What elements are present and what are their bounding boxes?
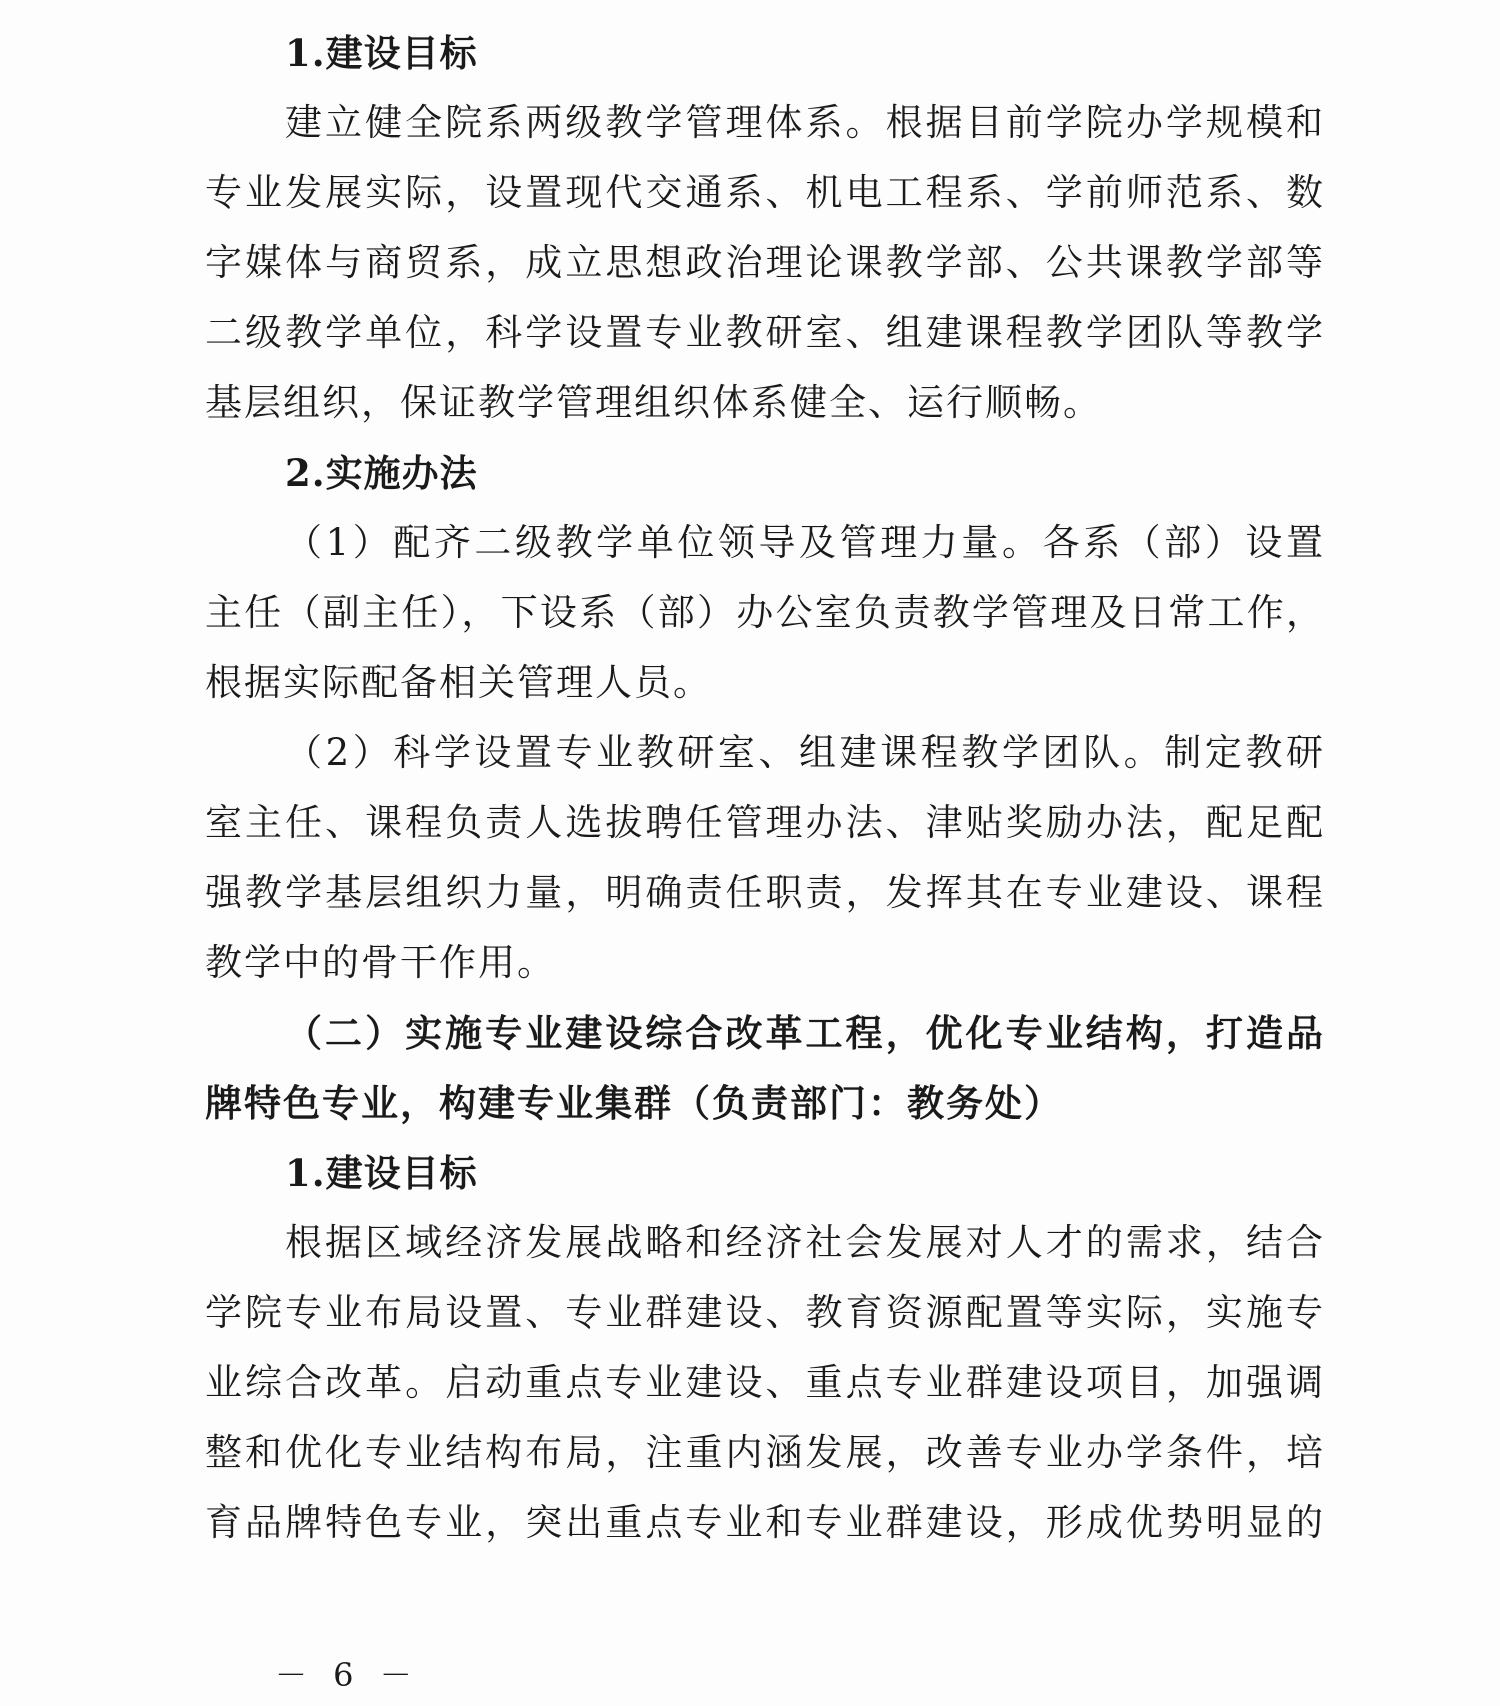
section-title: 牌特色专业，构建专业集群（负责部门：教务处） [205,1081,1063,1125]
section-heading: 1.建设目标 [285,31,478,75]
paragraph-line: 业综合改革。启动重点专业建设、重点专业群建设项目，加强调 [205,1361,1325,1404]
paragraph-line: 基层组织，保证教学管理组织体系健全、运行顺畅。 [205,381,1102,424]
paragraph-line: （2）科学设置专业教研室、组建课程教学团队。制定教研 [285,731,1325,774]
paragraph-line: 整和优化专业结构布局，注重内涵发展，改善专业办学条件，培 [205,1431,1325,1474]
paragraph-line: 二级教学单位，科学设置专业教研室、组建课程教学团队等教学 [205,311,1325,354]
paragraph-line: 建立健全院系两级教学管理体系。根据目前学院办学规模和 [285,101,1325,144]
paragraph-line: 育品牌特色专业，突出重点专业和专业群建设，形成优势明显的 [205,1501,1325,1544]
paragraph-line: 字媒体与商贸系，成立思想政治理论课教学部、公共课教学部等 [205,241,1325,284]
paragraph-line: （1）配齐二级教学单位领导及管理力量。各系（部）设置 [285,521,1325,564]
document-body [205,18,1325,1558]
paragraph-line: 教学中的骨干作用。 [205,941,556,984]
paragraph-line: 主任（副主任），下设系（部）办公室负责教学管理及日常工作， [205,591,1325,634]
page-number: － 6 － [275,1656,420,1694]
paragraph-line: 学院专业布局设置、专业群建设、教育资源配置等实际，实施专 [205,1291,1325,1334]
paragraph-line: 根据区域经济发展战略和经济社会发展对人才的需求，结合 [285,1221,1325,1264]
paragraph-line: 强教学基层组织力量，明确责任职责，发挥其在专业建设、课程 [205,871,1325,914]
section-title: （二）实施专业建设综合改革工程，优化专业结构，打造品 [285,1011,1325,1055]
paragraph-line: 专业发展实际，设置现代交通系、机电工程系、学前师范系、数 [205,171,1325,214]
section-heading: 1.建设目标 [285,1151,478,1195]
paragraph-line: 根据实际配备相关管理人员。 [205,661,712,704]
section-heading: 2.实施办法 [285,451,478,495]
paragraph-line: 室主任、课程负责人选拔聘任管理办法、津贴奖励办法，配足配 [205,801,1325,844]
